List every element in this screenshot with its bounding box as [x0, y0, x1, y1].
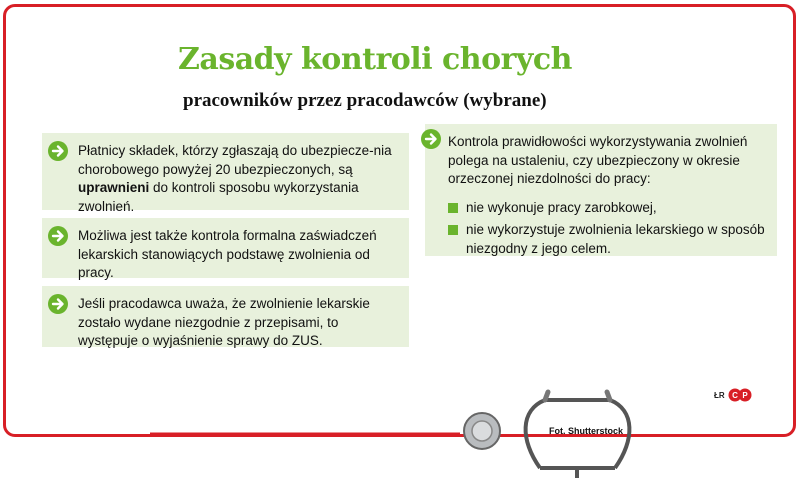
- page-title: Zasady kontroli chorych: [178, 42, 572, 77]
- info-box-text: Możliwa jest także kontrola formalna zaświadczeń lekarskich stanowiących podstawę zwolnienia od pracy.: [78, 228, 377, 280]
- arrow-right-circle-icon: [47, 293, 69, 315]
- svg-text:C: C: [731, 391, 738, 400]
- arrow-right-circle-icon: [420, 128, 442, 150]
- info-box-text: Płatnicy składek, którzy zgłaszają do ubezpiecze-nia chorobowego powyżej 20 ubezpieczonych, są uprawnieni do kontroli sposobu wykorzystania zwolnień.: [78, 143, 392, 214]
- arrow-right-circle-icon: [47, 225, 69, 247]
- list-item-text: nie wykonuje pracy zarobkowej,: [466, 199, 657, 215]
- svg-text:P: P: [742, 391, 748, 400]
- square-bullet-icon: [448, 203, 458, 213]
- info-box-zus: [42, 286, 409, 347]
- arrow-right-circle-icon: [47, 140, 69, 162]
- info-box-text: Jeśli pracodawca uważa, że zwolnienie lekarskie zostało wydane niezgodnie z przepisami, to występuje o wyjaśnienie sprawy do ZUS.: [78, 296, 370, 348]
- logo-lr-text: ŁR: [714, 390, 725, 400]
- info-box-formal-control: [42, 218, 409, 278]
- publisher-logo: [714, 388, 752, 402]
- list-item: [448, 199, 767, 218]
- info-box-control-scope: [425, 124, 777, 256]
- info-box-payers: [42, 133, 409, 214]
- photo-credit: Fot. Shutterstock: [549, 426, 624, 436]
- page-subtitle: pracowników przez pracodawców (wybrane): [183, 90, 547, 111]
- info-box-intro: Kontrola prawidłowości wykorzystywania zwolnień polega na ustaleniu, czy ubezpieczony w okresie orzeczonej niezdolności do pracy:: [448, 134, 748, 186]
- list-item-text: nie wykorzystuje zwolnienia lekarskiego w sposób niezgodny z jego celem.: [466, 222, 765, 256]
- emphasis-text: uprawnieni: [78, 180, 150, 195]
- square-bullet-icon: [448, 225, 458, 235]
- cp-logo-icon: [728, 388, 752, 402]
- list-item: [448, 221, 767, 258]
